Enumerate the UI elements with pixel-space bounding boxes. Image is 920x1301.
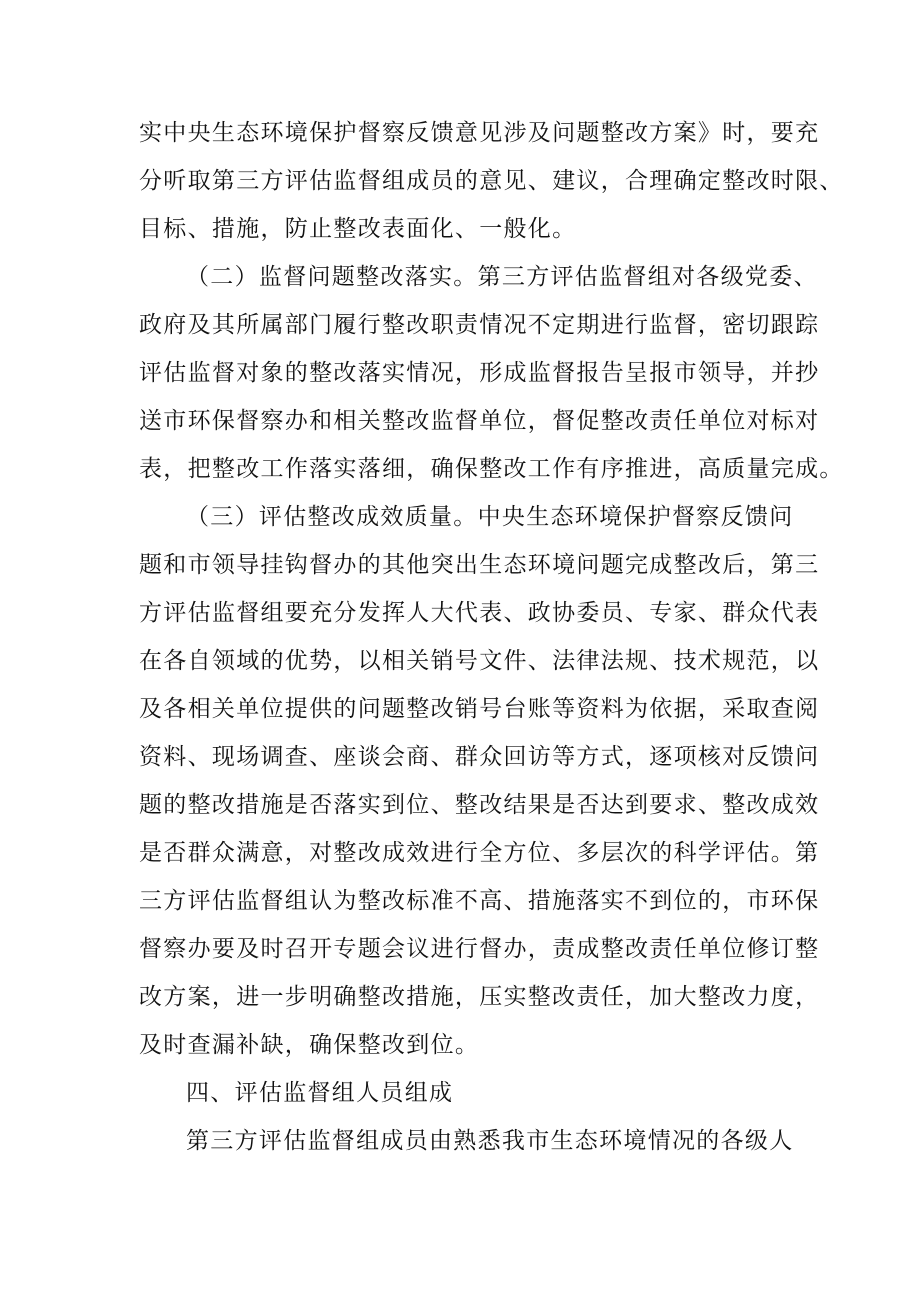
paragraph-line: 资料、现场调查、座谈会商、群众回访等方式，逐项核对反馈问 [139,744,820,770]
paragraph-line: 是否群众满意，对整改成效进行全方位、多层次的科学评估。第 [139,840,820,866]
paragraph-line: 督察办要及时召开专题会议进行督办，责成整改责任单位修订整 [139,936,820,962]
paragraph-line: 三方评估监督组认为整改标准不高、措施落实不到位的，市环保 [139,888,820,914]
paragraph-line: 及各相关单位提供的问题整改销号台账等资料为依据，采取查阅 [139,696,820,722]
paragraph-line: 送市环保督察办和相关整改监督单位，督促整改责任单位对标对 [139,408,820,434]
paragraph-line: 评估监督对象的整改落实情况，形成监督报告呈报市领导，并抄 [139,360,820,386]
chapter-heading: 四、评估监督组人员组成 [186,1080,454,1106]
paragraph-line: 第三方评估监督组成员由熟悉我市生态环境情况的各级人 [186,1128,794,1154]
paragraph-line: 在各自领域的优势，以相关销号文件、法律法规、技术规范，以 [139,648,820,674]
paragraph-line: 方评估监督组要充分发挥人大代表、政协委员、专家、群众代表 [139,600,820,626]
paragraph-line: 目标、措施，防止整改表面化、一般化。 [139,216,577,242]
section-heading-line: （三）评估整改成效质量。中央生态环境保护督察反馈问 [186,504,794,530]
paragraph-line: 题的整改措施是否落实到位、整改结果是否达到要求、整改成效 [139,792,820,818]
paragraph-line: 表，把整改工作落实落细，确保整改工作有序推进，高质量完成。 [139,456,844,482]
paragraph-line: 实中央生态环境保护督察反馈意见涉及问题整改方案》时，要充 [139,120,820,146]
paragraph-line: 题和市领导挂钩督办的其他突出生态环境问题完成整改后，第三 [139,552,820,578]
section-heading-line: （二）监督问题整改落实。第三方评估监督组对各级党委、 [186,264,818,290]
paragraph-line: 及时查漏补缺，确保整改到位。 [139,1032,480,1058]
paragraph-line: 分听取第三方评估监督组成员的意见、建议，合理确定整改时限、 [139,168,844,194]
paragraph-line: 改方案，进一步明确整改措施，压实整改责任，加大整改力度， [139,984,820,1010]
paragraph-line: 政府及其所属部门履行整改职责情况不定期进行监督，密切跟踪 [139,312,820,338]
